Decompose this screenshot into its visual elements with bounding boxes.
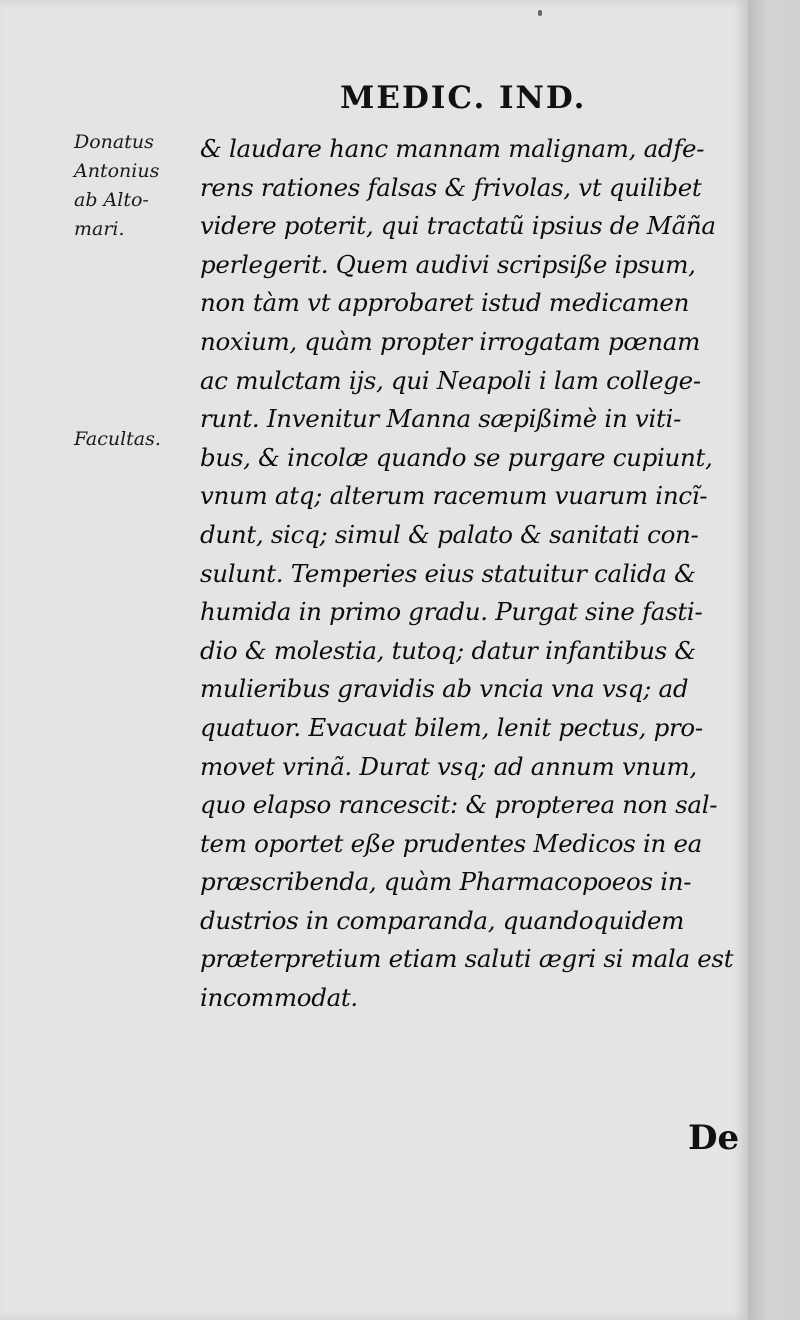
text-line: dio & molestia, tutoq; datur infantibus & — [200, 635, 696, 665]
text-line: movet vrinã. Durat vsq; ad annum vnum, — [200, 751, 697, 781]
text-line: sulunt. Temperies eius statuitur calida & — [200, 558, 696, 588]
margin-note-line: Donatus — [74, 131, 154, 153]
text-line: dunt, sicq; simul & palato & sanitati con- — [200, 519, 699, 549]
text-line: non tàm vt approbaret istud medicamen — [200, 288, 690, 318]
text-line: incommodat. — [200, 983, 358, 1013]
margin-note-line: Antonius — [74, 160, 160, 182]
text-line: quatuor. Evacuat bilem, lenit pectus, pro- — [200, 712, 703, 742]
catchword: De — [688, 1118, 740, 1158]
text-line: vnum atq; alterum racemum vuarum incĩ- — [200, 481, 708, 511]
text-line: humida in primo gradu. Purgat sine fasti- — [200, 597, 703, 627]
main-text-block — [200, 130, 740, 1018]
ink-speck — [538, 10, 542, 16]
text-line: tem oportet eße prudentes Medicos in ea — [200, 828, 702, 858]
margin-note-facultas — [74, 425, 194, 454]
text-line: mulieribus gravidis ab vncia vna vsq; ad — [200, 674, 689, 704]
text-line: bus, & incolæ quando se purgare cupiunt, — [200, 442, 713, 472]
text-line: rens rationes falsas & frivolas, vt quilibet — [200, 172, 702, 202]
text-line: & laudare hanc mannam malignam, adfe- — [200, 134, 705, 163]
margin-note-line: mari. — [74, 218, 125, 240]
page-edge — [748, 0, 800, 1320]
text-line: perlegerit. Quem audivi scripsiße ipsum, — [200, 249, 696, 279]
text-line: ac mulctam ijs, qui Neapoli i lam college- — [200, 365, 701, 395]
text-line: runt. Invenitur Manna sæpißimè in viti- — [200, 404, 682, 434]
text-line: quo elapso rancescit: & propterea non sal- — [200, 790, 718, 820]
text-line: noxium, quàm propter irrogatam pœnam — [200, 326, 701, 356]
text-line: præscribenda, quàm Pharmacopoeos in- — [200, 867, 692, 897]
text-line: videre poterit, qui tractatũ ipsius de Mãña — [200, 211, 716, 241]
text-line: dustrios in comparanda, quandoquidem — [200, 905, 685, 935]
running-head: MEDIC. IND. — [340, 80, 587, 116]
margin-note-line: Facultas. — [74, 428, 161, 450]
margin-note-donatus — [74, 128, 194, 244]
margin-note-line: ab Alto- — [74, 189, 149, 211]
text-line: præterpretium etiam saluti ægri si mala est — [200, 944, 734, 974]
